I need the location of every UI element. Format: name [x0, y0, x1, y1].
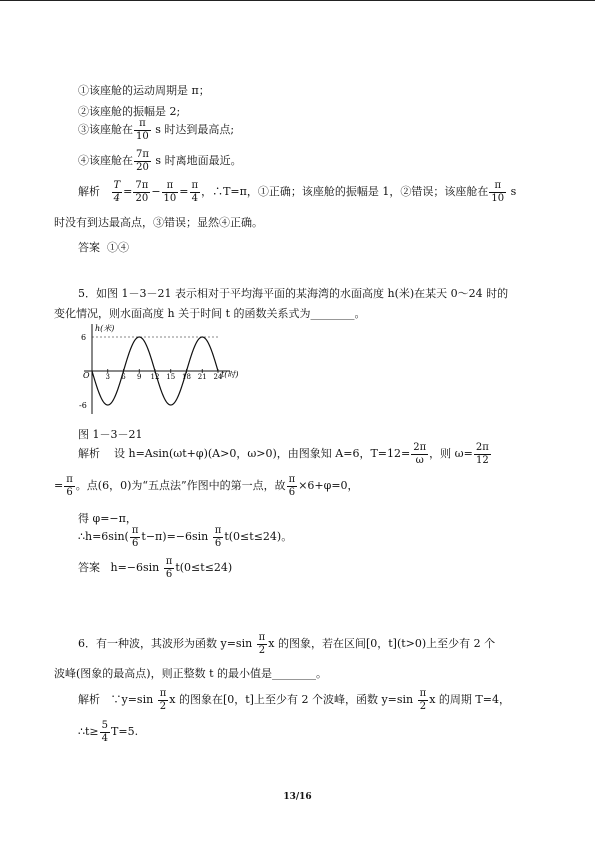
- origin-label: O: [83, 371, 90, 380]
- statement-4: ④该座舱在 $\frac{7\pi}{20}$ s 时离地面最近。: [78, 149, 242, 173]
- x-tick-label: 18: [182, 373, 191, 381]
- analysis-label: 解析: [78, 185, 100, 198]
- x-tick-label: 6: [121, 373, 126, 381]
- page-number: 13/16: [283, 792, 312, 802]
- x-tick-label: 9: [137, 373, 142, 381]
- sine-graph: [78, 322, 238, 417]
- question-5-line-2: 变化情况，则水面高度 h 关于时间 t 的函数关系式为________。: [54, 307, 366, 320]
- analysis-1-line-2: 时没有到达最高点，③错误；显然④正确。: [54, 216, 263, 229]
- y-bottom-label: -6: [79, 401, 87, 410]
- statement-3: ③该座舱在 $\frac{\pi}{10}$ s 时达到最高点;: [78, 118, 235, 142]
- question-6-line-1: 6．有一种波，其波形为函数 y=sin $\frac{\pi}{2}$ x 的图象，若在区间[0，t](t>0)上至少有 2 个: [78, 632, 496, 656]
- question-6-line-2: 波峰(图象的最高点)，则正整数 t 的最小值是________。: [54, 667, 327, 680]
- question-5-line-1: 5．如图 1－3－21 表示相对于平均海平面的某海湾的水面高度 h(米)在某天 0～24 时的: [78, 287, 509, 300]
- x-tick-label: 3: [105, 373, 110, 381]
- top-border: [0, 0, 595, 1]
- x-tick-label: 24: [213, 373, 223, 381]
- statement-2: ②该座舱的振幅是 2;: [78, 105, 181, 118]
- x-tick-label: 21: [197, 373, 207, 381]
- answer-1: 答案 ①④: [78, 241, 129, 254]
- statement-1: ①该座舱的运动周期是 π；: [78, 84, 210, 97]
- analysis-3-line-1: 解析 ∵y=sin $\frac{\pi}{2}$ x 的图象在[0，t]上至少有 2 个波峰，函数 y=sin $\frac{\pi}{2}$ x 的周期 T=4，: [78, 688, 510, 712]
- analysis-2-line-3: 得 φ=−π，: [78, 512, 137, 525]
- answer-2: 答案 h=−6sin $\frac{\pi}{6}$ t(0≤t≤24): [78, 556, 233, 580]
- figure-caption: 图 1－3－21: [78, 428, 143, 441]
- y-axis-label: h(米): [95, 324, 115, 333]
- analysis-2-line-1: 解析 设 h=Asin(ωt+φ)(A>0，ω>0)，由图象知 A=6，T=12= $\frac{2\pi}{\omega}$ ，则 ω= $\frac{2\pi}{12}$: [78, 442, 489, 466]
- y-top-label: 6: [81, 333, 87, 342]
- x-axis-label: t(时): [221, 370, 238, 379]
- analysis-2-line-4: ∴h=6sin( $\frac{\pi}{6}$ t−π)=−6sin $\frac{\pi}{6}$ t(0≤t≤24)。: [78, 525, 293, 549]
- analysis-1-line-1: 解析 $\frac{T}{4}$ = $\frac{7\pi}{20}$ − $\frac{\pi}{10}$ = $\frac{\pi}{4}$ ，∴T=π，①正确；该座舱的振幅是 1，②错误；该座舱在 $\frac{\pi}{10}$ s: [78, 180, 517, 204]
- analysis-3-line-2: ∴t≥ $\frac{5}{4}$ T=5.: [78, 720, 139, 744]
- x-tick-label: 15: [166, 373, 176, 381]
- x-tick-label: 12: [150, 373, 160, 381]
- analysis-2-line-2: = $\frac{\pi}{6}$ 。点(6，0)为“五点法”作图中的第一点，故 $\frac{\pi}{6}$ ×6+φ=0，: [54, 474, 359, 498]
